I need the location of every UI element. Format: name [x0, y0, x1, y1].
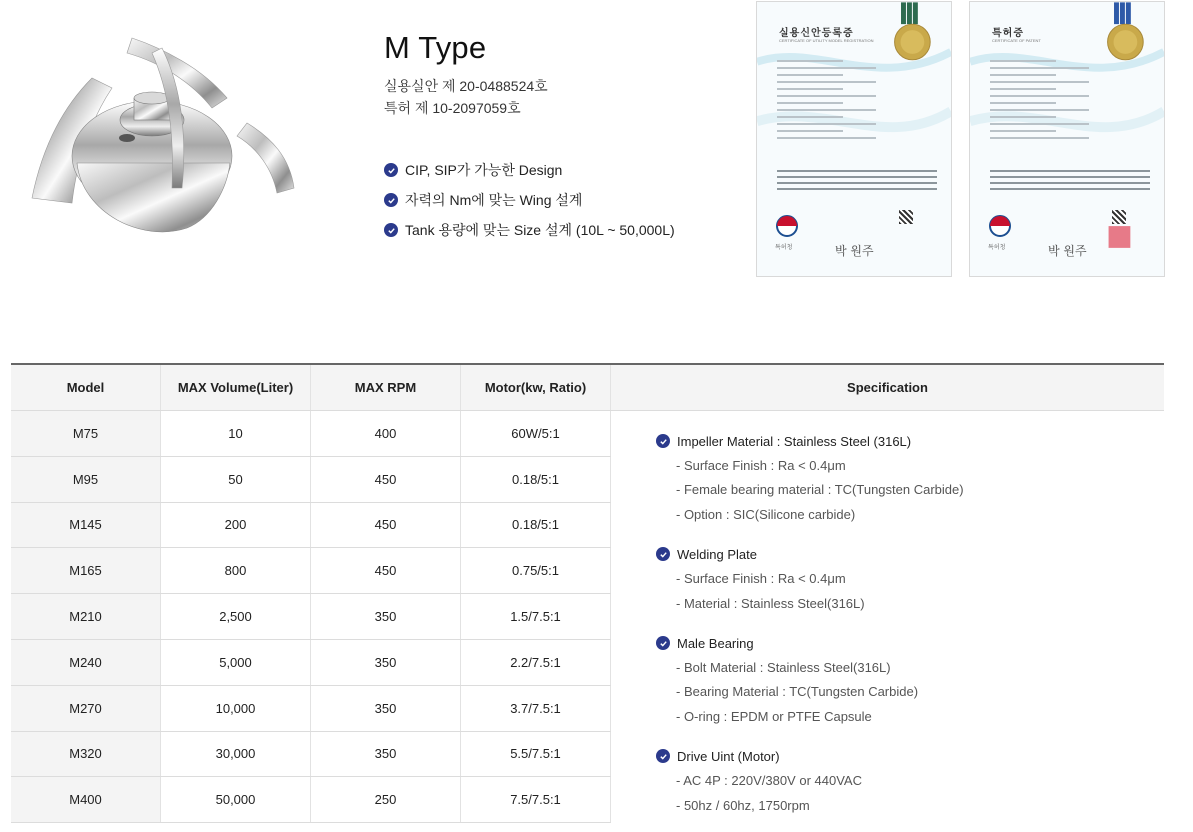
patent-certificate[interactable] — [969, 1, 1165, 277]
cell-rpm: 350 — [311, 686, 461, 731]
spec-item: - Option : SIC(Silicone carbide) — [676, 506, 856, 522]
table-row — [11, 411, 611, 457]
table-row — [11, 686, 611, 732]
certificate-signature: 박 원주 — [1048, 244, 1087, 258]
cell-model: M320 — [11, 732, 161, 777]
cell-rpm: 450 — [311, 457, 461, 502]
cell-motor: 0.75/5:1 — [461, 548, 611, 593]
certificate-body — [990, 170, 1150, 194]
spec-heading: Male Bearing — [677, 635, 754, 651]
product-title: M Type — [384, 30, 487, 65]
qr-code-icon — [899, 210, 913, 224]
qr-code-icon — [1112, 210, 1126, 224]
spec-heading: Impeller Material : Stainless Steel (316L) — [677, 433, 912, 449]
utility-model-certificate[interactable] — [756, 1, 952, 277]
certificate-subtitle: CERTIFICATE OF PATENT — [992, 38, 1041, 43]
utility-model-number: 실용실안 제 20-0488524호 — [384, 78, 548, 94]
feature-item: CIP, SIP가 가능한 Design — [384, 155, 724, 185]
certificate-body — [777, 170, 937, 194]
check-circle-icon — [656, 636, 670, 650]
column-header-motor: Motor(kw, Ratio) — [461, 365, 611, 410]
cell-motor: 5.5/7.5:1 — [461, 732, 611, 777]
cell-volume: 5,000 — [161, 640, 311, 685]
table-body — [11, 411, 1164, 832]
cell-rpm: 350 — [311, 732, 461, 777]
certificate-fields — [990, 60, 1100, 144]
patent-number: 특허 제 10-2097059호 — [384, 100, 521, 116]
specification-cell — [611, 411, 1164, 832]
table-row — [11, 732, 611, 778]
cell-model: M145 — [11, 503, 161, 548]
cell-motor: 2.2/7.5:1 — [461, 640, 611, 685]
column-header-specification: Specification — [847, 380, 928, 395]
table-rows — [11, 411, 611, 832]
cell-motor: 1.5/7.5:1 — [461, 594, 611, 639]
cell-volume: 2,500 — [161, 594, 311, 639]
cell-model: M95 — [11, 457, 161, 502]
specification-table — [11, 363, 1164, 832]
certificate-signature: 박 원주 — [835, 244, 874, 258]
table-header — [11, 365, 1164, 411]
spec-item: - Surface Finish : Ra < 0.4μm — [676, 571, 846, 587]
table-row — [11, 457, 611, 503]
spec-item: - Material : Stainless Steel(316L) — [676, 595, 865, 611]
table-row — [11, 548, 611, 594]
cell-motor: 0.18/5:1 — [461, 503, 611, 548]
check-circle-icon — [384, 223, 398, 237]
check-circle-icon — [384, 163, 398, 177]
column-header-model: Model — [11, 365, 161, 410]
cell-model: M240 — [11, 640, 161, 685]
product-info — [384, 28, 724, 245]
cell-rpm: 350 — [311, 640, 461, 685]
spec-group-welding-plate — [656, 544, 1164, 616]
certificate-office: 특허청 — [988, 245, 1006, 251]
certificate-office: 특허청 — [775, 245, 793, 251]
cell-model: M270 — [11, 686, 161, 731]
kipo-logo-icon — [775, 214, 799, 238]
cell-volume: 30,000 — [161, 732, 311, 777]
certificate-title: 실용신안등록증 — [779, 28, 854, 39]
feature-item: 자력의 Nm에 맞는 Wing 설계 — [384, 185, 724, 215]
spec-group-male-bearing — [656, 633, 1164, 729]
cell-model: M400 — [11, 777, 161, 822]
certificate-fields — [777, 60, 887, 144]
cell-motor: 3.7/7.5:1 — [461, 686, 611, 731]
table-row — [11, 777, 611, 823]
cell-motor: 60W/5:1 — [461, 411, 611, 456]
check-circle-icon — [384, 193, 398, 207]
check-circle-icon — [656, 434, 670, 448]
cell-rpm: 450 — [311, 503, 461, 548]
spec-item: - O-ring : EPDM or PTFE Capsule — [676, 708, 872, 724]
cell-volume: 10,000 — [161, 686, 311, 731]
spec-item: - Bolt Material : Stainless Steel(316L) — [676, 660, 891, 676]
spec-item: - Surface Finish : Ra < 0.4μm — [676, 458, 846, 473]
cell-motor: 7.5/7.5:1 — [461, 777, 611, 822]
check-circle-icon — [656, 547, 670, 561]
check-circle-icon — [656, 749, 670, 763]
column-header-rpm: MAX RPM — [311, 365, 461, 410]
table-row — [11, 503, 611, 549]
table-row — [11, 640, 611, 686]
cell-rpm: 250 — [311, 777, 461, 822]
spec-group-impeller — [656, 431, 1164, 527]
cell-motor: 0.18/5:1 — [461, 457, 611, 502]
cell-volume: 800 — [161, 548, 311, 593]
feature-item: Tank 용량에 맞는 Size 설계 (10L ~ 50,000L) — [384, 215, 724, 245]
certificate-title: 특허증 — [992, 28, 1024, 39]
spec-item: - Bearing Material : TC(Tungsten Carbide) — [676, 684, 919, 700]
cell-volume: 200 — [161, 503, 311, 548]
kipo-logo-icon — [988, 214, 1012, 238]
cell-model: M75 — [11, 411, 161, 456]
column-header-volume: MAX Volume(Liter) — [161, 365, 311, 410]
feature-list — [384, 155, 724, 245]
cell-volume: 50 — [161, 457, 311, 502]
spec-heading: Welding Plate — [677, 546, 757, 562]
cell-volume: 10 — [161, 411, 311, 456]
cell-model: M165 — [11, 548, 161, 593]
certificate-subtitle: CERTIFICATE OF UTILITY MODEL REGISTRATION — [779, 38, 874, 43]
spec-group-drive-unit — [656, 746, 1164, 818]
spec-heading: Drive Uint (Motor) — [677, 748, 780, 764]
cell-rpm: 400 — [311, 411, 461, 456]
spec-item: - Female bearing material : TC(Tungsten Carbide) — [676, 482, 964, 498]
cell-rpm: 450 — [311, 548, 461, 593]
cell-model: M210 — [11, 594, 161, 639]
spec-item: - 50hz / 60hz, 1750rpm — [676, 797, 810, 813]
spec-item: - AC 4P : 220V/380V or 440VAC — [676, 773, 862, 789]
table-row — [11, 594, 611, 640]
impeller-image — [22, 28, 300, 250]
cell-rpm: 350 — [311, 594, 461, 639]
cell-volume: 50,000 — [161, 777, 311, 822]
